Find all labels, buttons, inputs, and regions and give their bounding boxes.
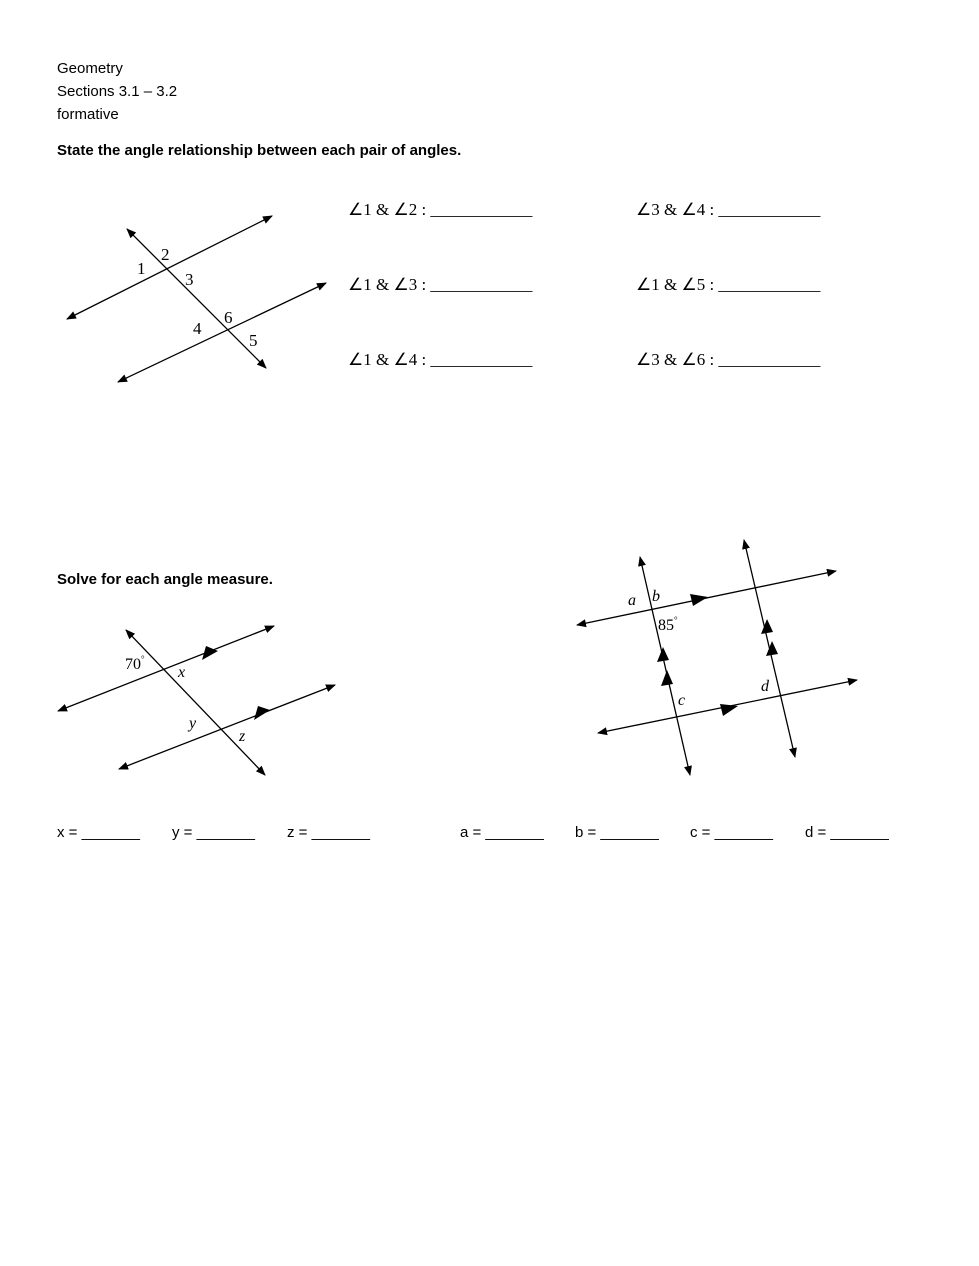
answer-d[interactable]: d = _______: [805, 824, 889, 841]
parallel-mark-left-2: [661, 670, 673, 686]
header-sections: Sections 3.1 – 3.2: [57, 83, 178, 100]
label-d: d: [761, 678, 769, 695]
vertical-left: [640, 557, 690, 775]
label-6: 6: [224, 308, 233, 327]
pair-1-2[interactable]: ∠1 & ∠2 : ____________: [348, 200, 533, 219]
label-85: 85: [658, 617, 674, 634]
svg-text:85°: [658, 615, 678, 634]
label-4: 4: [193, 319, 202, 338]
label-a: a: [628, 592, 636, 609]
answer-y[interactable]: y = _______: [172, 824, 255, 841]
part2-instruction: Solve for each angle measure.: [57, 571, 273, 588]
label-b: b: [652, 588, 660, 605]
pair-1-3[interactable]: ∠1 & ∠3 : ____________: [348, 275, 533, 294]
label-z: z: [239, 728, 246, 745]
label-2: 2: [161, 245, 170, 264]
label-70: 70: [125, 656, 141, 673]
label-5: 5: [249, 331, 258, 350]
answer-a[interactable]: a = _______: [460, 824, 544, 841]
answer-b[interactable]: b = _______: [575, 824, 659, 841]
label-3: 3: [185, 270, 194, 289]
parallel-mark-left-1: [657, 647, 669, 662]
pair-3-4[interactable]: ∠3 & ∠4 : ____________: [636, 200, 821, 219]
answer-c[interactable]: c = _______: [690, 824, 773, 841]
label-x: x: [178, 664, 186, 681]
part1-instruction: State the angle relationship between each pair of angles.: [57, 142, 462, 159]
label-1: 1: [137, 259, 146, 278]
pair-1-4[interactable]: ∠1 & ∠4 : ____________: [348, 350, 533, 369]
answer-x[interactable]: x = _______: [57, 824, 140, 841]
label-y: y: [189, 715, 197, 732]
header-subject: Geometry: [57, 60, 123, 77]
horizontal-upper: [577, 571, 836, 625]
label-c: c: [678, 692, 686, 709]
degree-85: °: [674, 615, 678, 625]
parallel-mark-top: [690, 594, 708, 606]
pair-1-5[interactable]: ∠1 & ∠5 : ____________: [636, 275, 821, 294]
parallel-mark-bottom: [720, 704, 738, 716]
header-type: formative: [57, 106, 119, 123]
pair-3-6[interactable]: ∠3 & ∠6 : ____________: [636, 350, 821, 369]
degree-70: °: [141, 654, 145, 664]
answer-z[interactable]: z = _______: [287, 824, 370, 841]
